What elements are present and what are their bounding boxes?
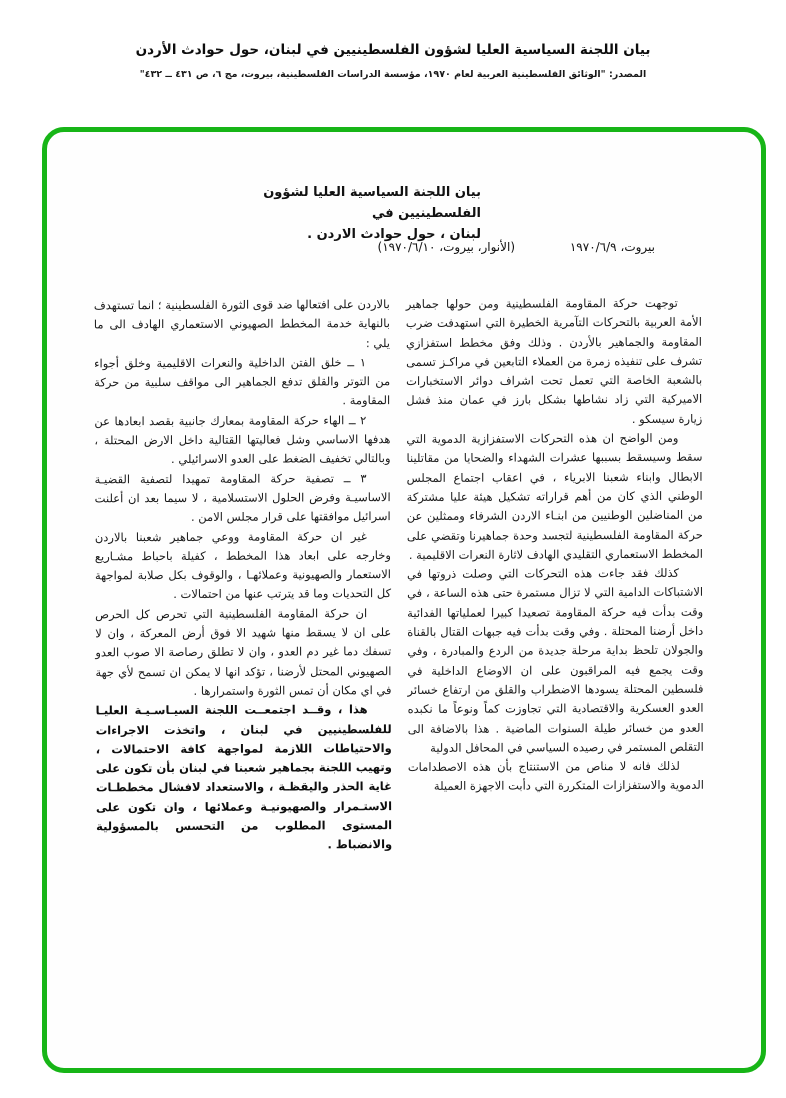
- page-header: [0, 42, 786, 80]
- document-title: [243, 182, 481, 245]
- paragraph: ان حركة المقاومة الفلسطينية التي تحرص كل الحرص على ان لا يسقط منها شهيد الا فوق أرض المعركة ، وان لا تسفك دما غير دم العدو ، وان لا تطلق رصاصة الا صوب العدو الصهيوني المحتل لأرضنا ، تؤكد انها لا يمكن ان تسمح لأي جهة في اي مكان أن تمس الثورة واستمرارها .: [95, 605, 392, 698]
- source-citation: المصدر: "الوثائق الفلسطينية العربية لعام ١٩٧٠، مؤسسة الدراسات الفلسطينية، بيروت، مج ٦، ص ٤٣١ ــ ٤٣٢": [139, 69, 647, 80]
- document-title-line1: بيان اللجنة السياسية العليا لشؤون الفلسطينيين في: [263, 185, 481, 221]
- paragraph: كذلك فقد جاءت هذه التحركات التي وصلت ذروتها في الاشتباكات الدامية التي لا تزال مستمرة حتى هذه الساعة ، في وقت بدأت فيه حركة المقاومة تصعيدا كبيرا لعملياتها الفدائية داخل أرضنا المحتلة . وفي وقت بدأت فيه جبهات القتال بالقناة والجولان تلحظ بداية مرحلة جديدة من الردع والمبادرة ، وفي وقت يجمع فيه المراقبون على ان الاوضاع الداخلية في فلسطين المحتلة يسودها الاضطراب والقلق من ارتفاع خسائر العدو العسكرية والاقتصادية التي تجاوزت كماً ونوعاً ما نكبده العدو من خسائر طيلة السنوات الماضية . هذا بالاضافة الى التقلص المستمر في رصيده السياسي في المحافل الدولية: [406, 565, 704, 755]
- document-scan: [42, 127, 766, 1073]
- page-title: بيان اللجنة السياسية العليا لشؤون الفلسطينيين في لبنان، حول حوادث الأردن: [135, 42, 651, 58]
- paragraph: هذا ، وقــد اجتمعــت اللجنة السيـاسـيـة العليـا للفلسطينيين في لبنان ، واتخذت الاجراءات والاحتياطات اللازمة لمواجهة كافة الاحتمالات ، وتهيب اللجنة بجماهير شعبنا في لبنان بأن تكون على غاية الحذر واليقظـة ، والاستعداد لافشال مخططـات الاستـمرار والصهيونيـة وعملائها ، وان تكون على المستوى المطلوب من التحسس بالمسؤولية والانضباط .: [95, 702, 393, 852]
- paragraph: غير ان حركة المقاومة ووعي جماهير شعبنا بالاردن وخارجه على ابعاد هذا المخطط ، كفيلة باحباط مشـاريع الاستعمار والصهيونية وعملائهـا ، والوقوف بكل صلابة لمواجهة كل التحديات وما قد يترتب عنها من احتمالات .: [94, 528, 392, 602]
- paragraph: ٣ ــ تصفية حركة المقاومة تمهيدا لتصفية القضيـة الاساسيـة وفرض الحلول الاستسلامية ، لا سيما بعد ان أعلنت اسرائيل موافقتها على قرار مجلس الامن .: [94, 470, 391, 525]
- paragraph: ومن الواضح ان هذه التحركات الاستفزازية الدموية التي سقط وسيسقط بسببها عشرات الشهداء والضحايا من مقاتلينا الابطال وابناء شعبنا الابرياء ، في اعقاب اجتماع المجلس الوطني الذي كان من أهم قراراته تشكيل هيئة عليا مشتركة من المناضلين الوطنيين من ابنـاء الاردن الشرفاء وممثلين عن حركة المقاومة الفلسطينية لتجسد وحدة جماهيرنا وتقضي على المخطط الاستعماري التقليدي الهادف لاثارة النعرات الاقليمية .: [406, 430, 703, 562]
- dateline-place-date: بيروت، ١٩٧٠/٦/٩: [569, 240, 655, 254]
- paragraph: ١ ــ خلق الفتن الداخلية والنعرات الاقليمية وخلق أجواء من التوتر والقلق تدفع الجماهير الى مواقف سلبية من حركة المقاومة .: [94, 355, 391, 408]
- dateline: [47, 240, 761, 258]
- paragraph: بالاردن على افتعالها ضد قوى الثورة الفلسطينية ؛ انما تستهدف بالنهاية خدمة المخطط الصهيوني الاستعماري الهادف الى ما يلي :: [93, 297, 391, 350]
- paragraph: ٢ ــ الهاء حركة المقاومة بمعارك جانبية بقصد ابعادها عن هدفها الاساسي وشل فعاليتها القتالية داخل الارض المحتلة ، وبالتالي تخفيف الضغط على العدو الاسرائيلي .: [94, 412, 391, 467]
- paragraph: توجهت حركة المقاومة الفلسطينية ومن حولها جماهير الأمة العربية بالتحركات التآمرية الخطيرة التي استهدفت ضرب المقاومة والجماهير بالأردن . وذلك وفق مخطط استفزازي تشرف على تنفيذه زمرة من العملاء التابعين في مراكـز تسمى بالشعبة الخاصة التي تعمل تحت اشراف دوائر الاستخبارات الاميركية التي زاد نشاطها بشكل بارز في عمان منذ فشل زيارة سيسكو .: [405, 295, 703, 426]
- dateline-newspaper: (الأنوار، بيروت، ١٩٧٠/٦/١٠): [377, 240, 515, 254]
- paragraph: لذلك فانه لا مناص من الاستنتاج بأن هذه الاصطدامات الدموية والاستفزازات المتكررة التي دأبت الاجهزة العميلة: [407, 758, 704, 794]
- document-title-line2: لبنان ، حول حوادث الاردن .: [307, 227, 481, 242]
- column-right: [406, 294, 704, 855]
- column-left: [94, 295, 392, 856]
- document-body: [46, 293, 762, 856]
